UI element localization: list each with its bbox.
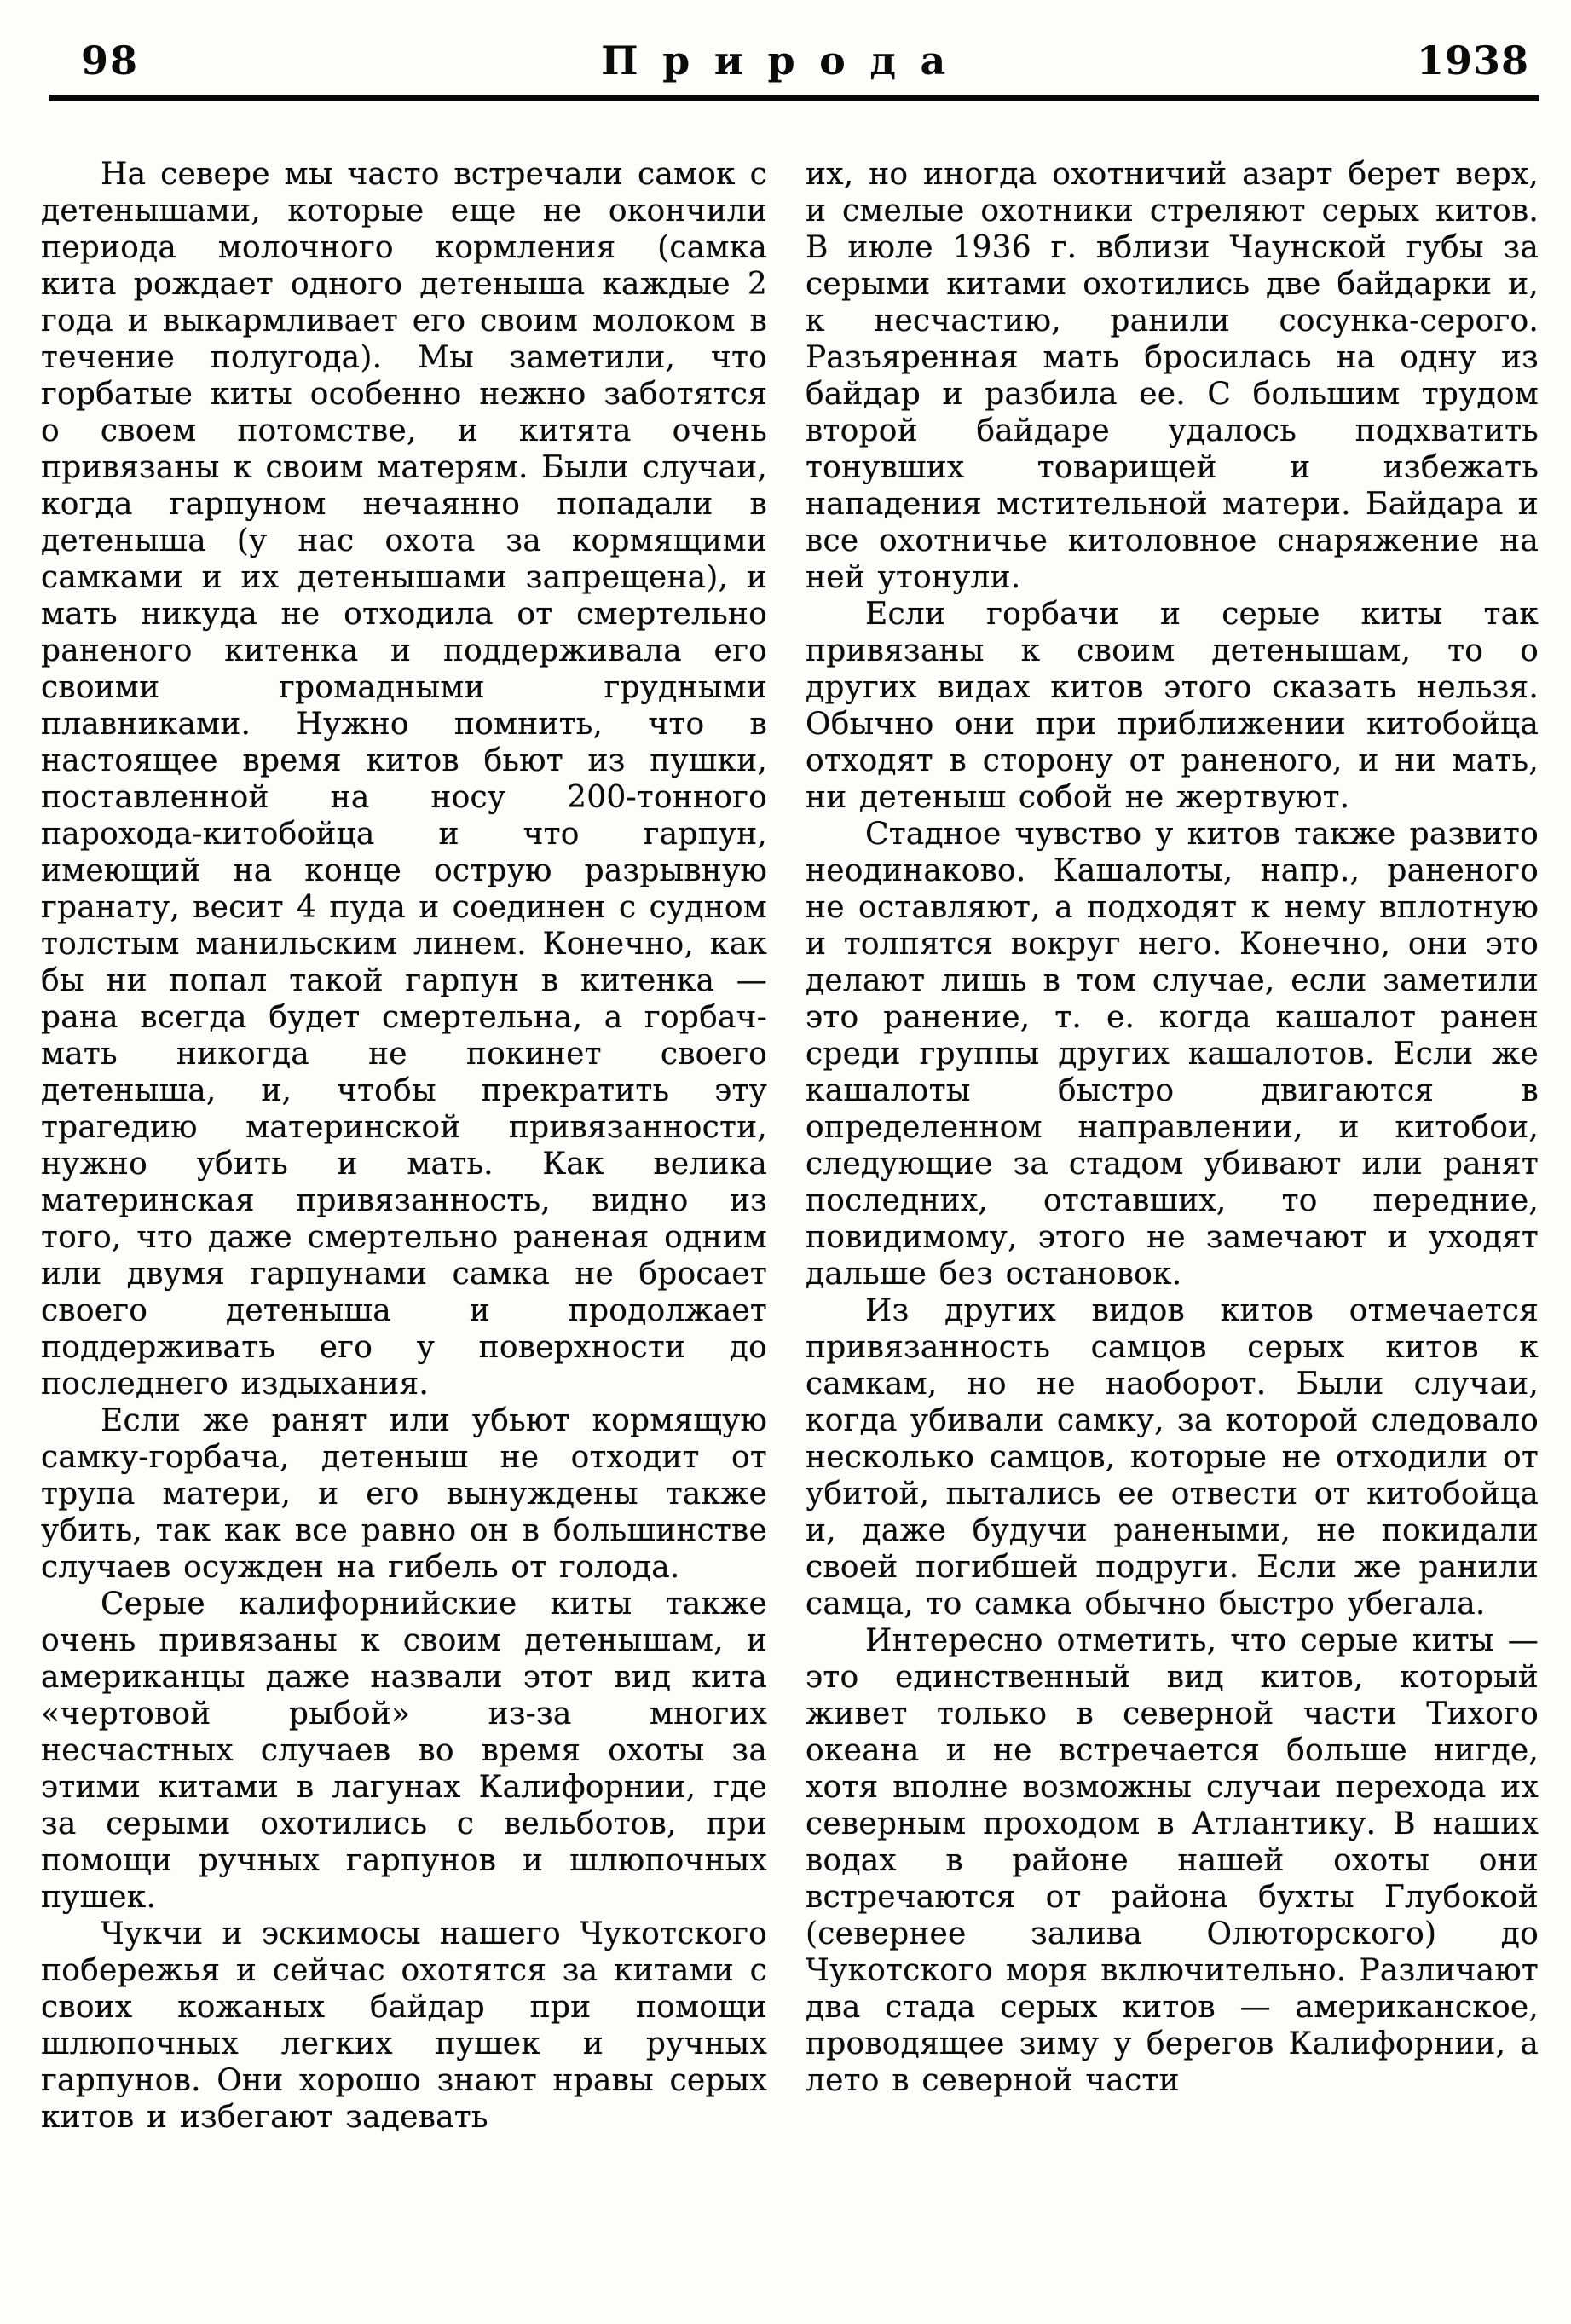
- paragraph-left-2: Если же ранят или убьют кормящую самку-горбача, детеныш не отходит от трупа матери, и его вынуждены также убить, так как все равно он в большинстве случаев осужден на гибель от голода.: [41, 1403, 767, 1585]
- paragraph-right-1: их, но иногда охотничий азарт берет верх, и смелые охотники стреляют серых китов. В июле 1936 г. вблизи Чаунской губы за серыми китами охотились две байдарки и, к несчастию, ранили сосунка-серого. Разъяренная мать бросилась на одну из байдар и разбила ее. С большим трудом второй байдаре удалось подхватить тонувших товарищей и избежать нападения мстительной матери. Байдара и все охотничье китоловное снаряжение на ней утонули.: [806, 157, 1539, 595]
- paragraph-left-1: На севере мы часто встречали самок с детенышами, которые еще не окончили периода молочного кормления (самка кита рождает одного детеныша каждые 2 года и выкармливает его своим молоком в течение полугода). Мы заметили, что горбатые киты особенно нежно заботятся о своем потомстве, и китята очень привязаны к своим матерям. Были случаи, когда гарпуном нечаянно попадали в детеныша (у нас охота за кормящими самками и их детенышами запрещена), и мать никуда не отходила от смертельно раненого китенка и поддерживала его своими громадными грудными плавниками. Нужно помнить, что в настоящее время китов бьют из пушки, поставленной на носу 200-тонного парохода-китобойца и что гарпун, имеющий на конце острую разрывную гранату, весит 4 пуда и соединен с судном толстым манильским линем. Конечно, как бы ни попал такой гарпун в китенка — рана всегда будет смертельна, а горбач-мать никогда не покинет своего детеныша, и, чтобы прекратить эту трагедию материнской привязанности, нужно убить и мать. Как велика материнская привязанность, видно из того, что даже смертельно раненая одним или двумя гарпунами самка не бросает своего детеныша и продолжает поддерживать его у поверхности до последнего издыхания.: [41, 157, 767, 1402]
- paragraph-left-3: Серые калифорнийские киты также очень привязаны к своим детенышам, и американцы даже назвали этот вид кита «чертовой рыбой» из-за многих несчастных случаев во время охоты за этими китами в лагунах Калифорнии, где за серыми охотились с вельботов, при помощи ручных гарпунов и шлюпочных пушек.: [41, 1587, 767, 1915]
- right-column: [806, 156, 1539, 2202]
- paragraph-right-3: Стадное чувство у китов также развито неодинаково. Кашалоты, напр., раненого не оставляют, а подходят к нему вплотную и толпятся вокруг него. Конечно, они это делают лишь в том случае, если заметили это ранение, т. е. когда кашалот ранен среди группы других кашалотов. Если же кашалоты быстро двигаются в определенном направлении, и китобои, следующие за стадом убивают или ранят последних, отставших, то передние, повидимому, этого не замечают и уходят дальше без остановок.: [806, 817, 1539, 1292]
- paragraph-right-2: Если горбачи и серые киты так привязаны к своим детенышам, то о других видах китов этого сказать нельзя. Обычно они при приближении китобойца отходят в сторону от раненого, и ни мать, ни детеныш собой не жертвуют.: [806, 597, 1539, 815]
- article-body: [41, 156, 1539, 2202]
- journal-title: Природа: [601, 38, 970, 84]
- left-column: [41, 156, 767, 2202]
- page-number: 98: [81, 38, 140, 84]
- header-rule: [49, 95, 1539, 101]
- paragraph-right-4: Из других видов китов отмечается привязанность самцов серых китов к самкам, но не наоборот. Были случаи, когда убивали самку, за которой следовало несколько самцов, которые не отходили от убитой, пытались ее отвести от китобойца и, даже будучи ранеными, не покидали своей погибшей подруги. Если же ранили самца, то самка обычно быстро убегала.: [806, 1293, 1539, 1622]
- paragraph-right-5: Интересно отметить, что серые киты — это единственный вид китов, который живет только в северной части Тихого океана и не встречается больше нигде, хотя вполне возможны случаи перехода их северным проходом в Атлантику. В наших водах в районе нашей охоты они встречаются от района бухты Глубокой (севернее залива Олюторского) до Чукотского моря включительно. Различают два стада серых китов — американское, проводящее зиму у берегов Калифорнии, а лето в северной части: [806, 1623, 1539, 2098]
- paragraph-left-4: Чукчи и эскимосы нашего Чукотского побережья и сейчас охотятся за китами с своих кожаных байдар при помощи шлюпочных легких пушек и ручных гарпунов. Они хорошо знают нравы серых китов и избегают задевать: [41, 1916, 767, 2135]
- page-header: [0, 0, 1571, 94]
- issue-year: 1938: [1417, 38, 1530, 84]
